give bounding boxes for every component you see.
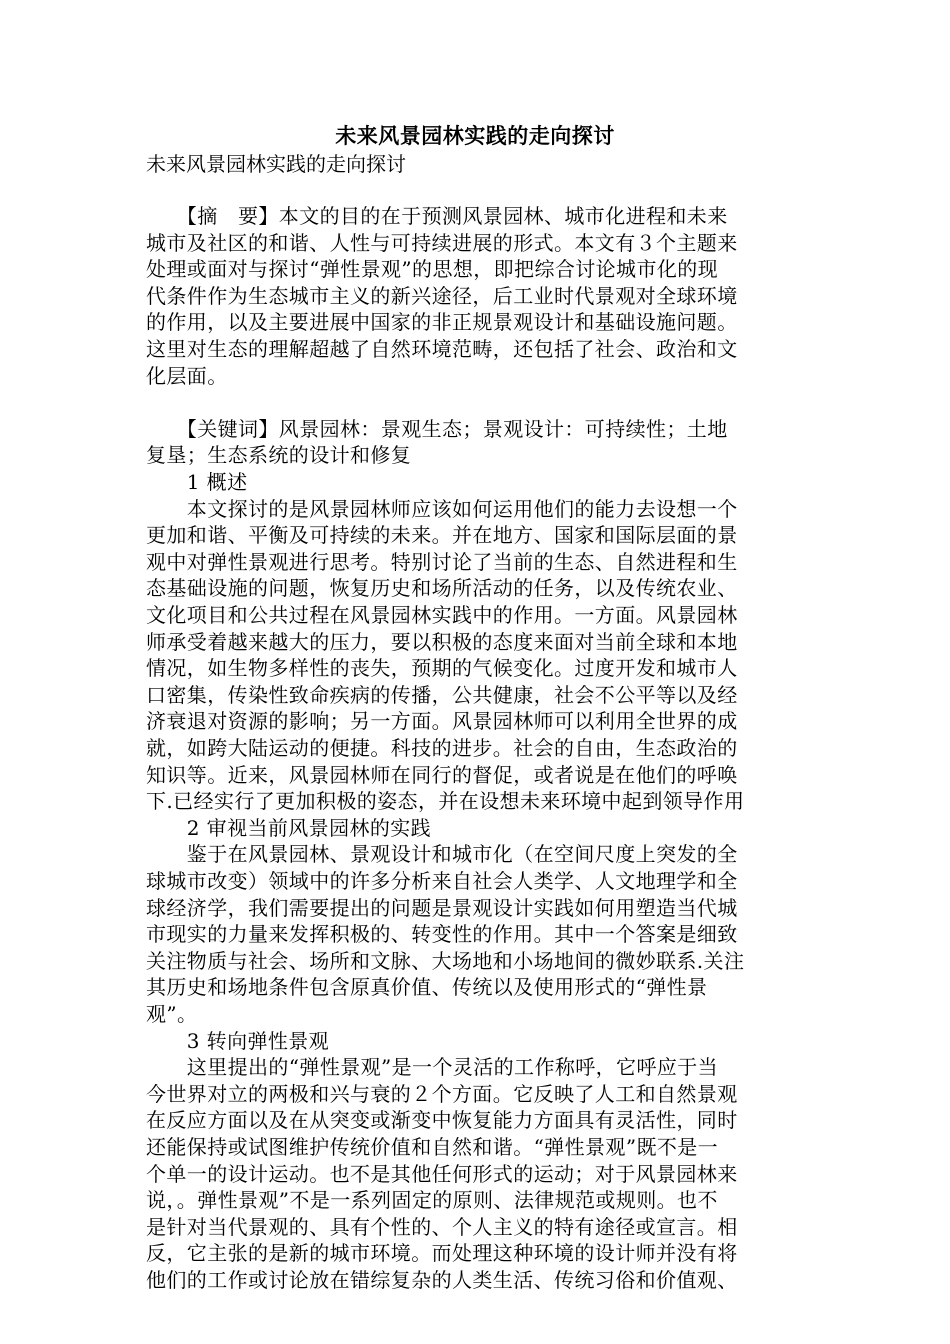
body-line: 球城市改变）领域中的许多分析来自社会人类学、人文地理学和全: [146, 869, 738, 893]
body-line: 文化项目和公共过程在风景园林实践中的作用。一方面。风景园林: [146, 603, 738, 627]
body-line: 关注物质与社会、场所和文脉、大场地和小场地间的微妙联系.关注: [146, 948, 745, 973]
body-line: 济衰退对资源的影响；另一方面。风景园林师可以利用全世界的成: [146, 709, 738, 734]
body-line: 下.已经实行了更加积极的姿态，并在设想未来环境中起到领导作用: [146, 789, 745, 814]
body-line: 本文探讨的是风景园林师应该如何运用他们的能力去设想一个: [146, 496, 738, 521]
body-line: 的作用，以及主要进展中国家的非正规景观设计和基础设施问题。: [146, 310, 738, 335]
body-line: 城市及社区的和谐、人性与可持续进展的形式。本文有３个主题来: [146, 230, 738, 255]
body-line: 球经济学，我们需要提出的问题是景观设计实践如何用塑造当代城: [146, 895, 738, 920]
body-line: 是针对当代景观的、具有个性的、个人主义的特有途径或宣言。相: [146, 1214, 738, 1239]
body-line: 【摘 要】本文的目的在于预测风景园林、城市化进程和未来: [146, 204, 728, 228]
body-line: 今世界对立的两极和兴与衰的２个方面。它反映了人工和自然景观: [146, 1081, 738, 1106]
body-line: 在反应方面以及在从突变或渐变中恢复能力方面具有灵活性，同时: [146, 1108, 738, 1133]
body-line: 代条件作为生态城市主义的新兴途径，后工业时代景观对全球环境: [146, 283, 738, 308]
body-line: 1 概述: [146, 470, 248, 494]
body-line: 反，它主张的是新的城市环境。而处理这种环境的设计师并没有将: [146, 1241, 738, 1266]
body-line: 复垦；生态系统的设计和修复: [146, 443, 412, 468]
body-line: 他们的工作或讨论放在错综复杂的人类生活、传统习俗和价值观、: [146, 1268, 738, 1292]
body-line: 口密集，传染性致命疾病的传播，公共健康，社会不公平等以及经: [146, 682, 738, 707]
body-line: 处理或面对与探讨“弹性景观”的思想，即把综合讨论城市化的现: [146, 257, 719, 282]
body-line: 态基础设施的问题，恢复历史和场所活动的任务，以及传统农业、: [146, 576, 738, 601]
body-line: 说，。弹性景观”不是一系列固定的原则、法律规范或规则。也不: [146, 1188, 718, 1213]
body-line: 师承受着越来越大的压力，要以积极的态度来面对当前全球和本地: [146, 629, 738, 654]
body-line: 鉴于在风景园林、景观设计和城市化（在空间尺度上突发的全: [146, 842, 738, 867]
body-line: 更加和谐、平衡及可持续的未来。并在地方、国家和国际层面的景: [146, 523, 738, 548]
body-line: 其历史和场地条件包含原真价值、传统以及使用形式的“弹性景: [146, 975, 708, 1000]
body-line: 这里提出的“弹性景观”是一个灵活的工作称呼，它呼应于当: [146, 1055, 719, 1080]
body-line: 就，如跨大陆运动的便捷。科技的进步。社会的自由，生态政治的: [146, 736, 738, 760]
body-line: 知识等。近来，风景园林师在同行的督促，或者说是在他们的呼唤: [146, 762, 738, 787]
body-line: 观中对弹性景观进行思考。特别讨论了当前的生态、自然进程和生: [146, 549, 738, 574]
body-line: 化层面。: [146, 363, 228, 388]
body-line: 3 转向弹性景观: [146, 1028, 330, 1053]
body-line: 2 审视当前风景园林的实践: [146, 815, 432, 840]
body-line: 还能保持或试图维护传统价值和自然和谐。“弹性景观”既不是一: [146, 1135, 719, 1159]
document-subtitle: 未来风景园林实践的走向探讨: [146, 152, 406, 176]
body-line: 【关键词】风景园林：景观生态；景观设计：可持续性；土地: [146, 416, 728, 441]
body-line: 情况，如生物多样性的丧失，预期的气候变化。过度开发和城市人: [146, 656, 738, 681]
document-title: 未来风景园林实践的走向探讨: [335, 123, 615, 148]
body-line: 市现实的力量来发挥积极的、转变性的作用。其中一个答案是细致: [146, 922, 738, 947]
body-line: 这里对生态的理解超越了自然环境范畴，还包括了社会、政治和文: [146, 337, 738, 361]
body-line: 个单一的设计运动。也不是其他任何形式的运动；对于风景园林来: [146, 1161, 738, 1186]
body-line: 观”。: [146, 1002, 198, 1026]
